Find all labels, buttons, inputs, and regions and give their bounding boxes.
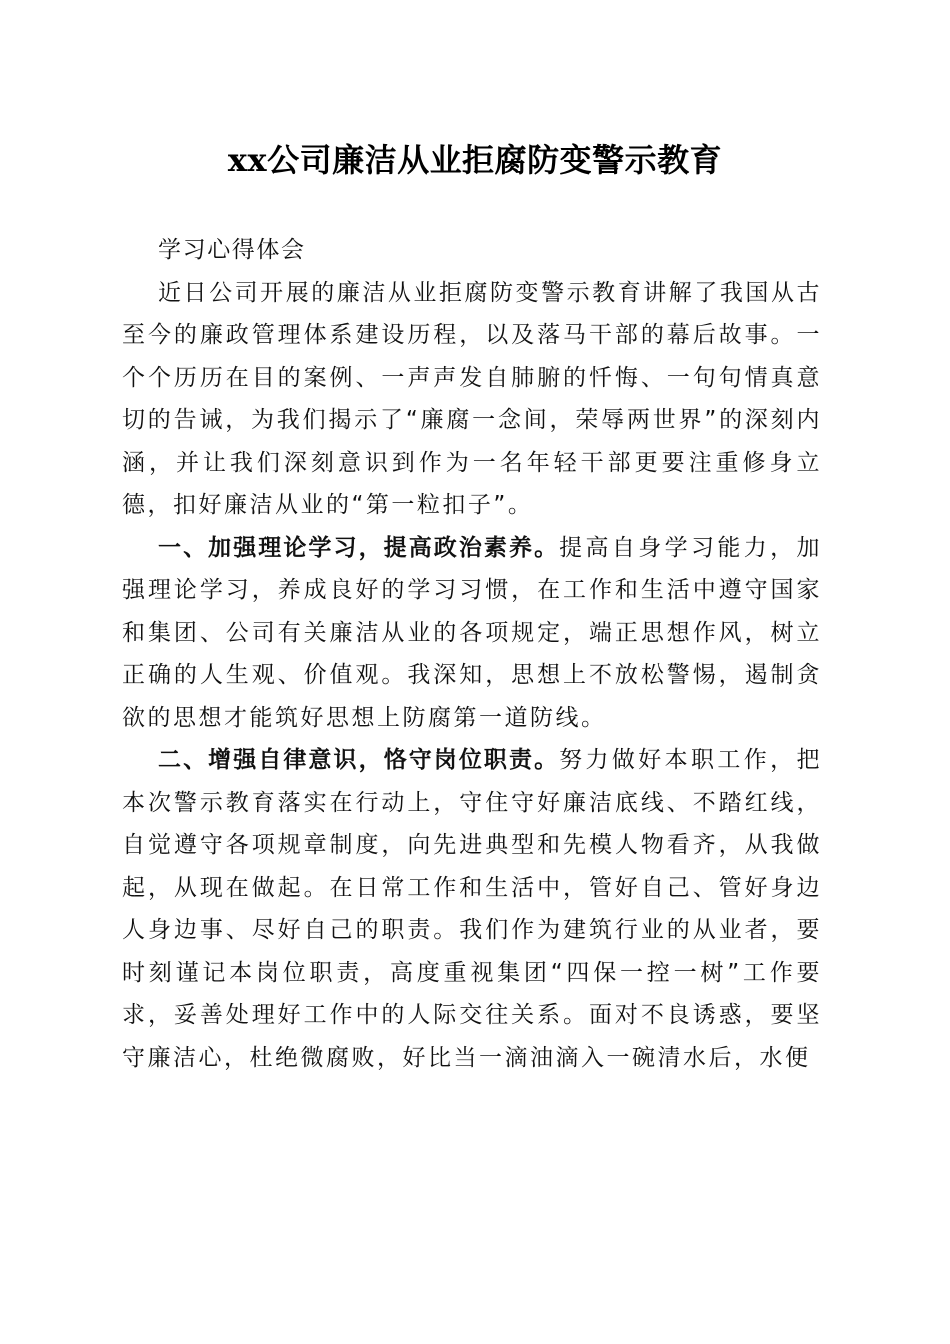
section-paragraph-1 xyxy=(122,527,822,740)
section-heading-1: 一、加强理论学习，提高政治素养。 xyxy=(158,534,560,561)
intro-paragraph: 近日公司开展的廉洁从业拒腐防变警示教育讲解了我国从古至今的廉政管理体系建设历程，以及落马干部的幕后故事。一个个历历在目的案例、一声声发自肺腑的忏悔、一句句情真意切的告诫，为我们揭示了“廉腐一念间，荣辱两世界”的深刻内涵，并让我们深刻意识到作为一名年轻干部更要注重修身立德，扣好廉洁从业的“第一粒扣子”。 xyxy=(122,279,822,518)
section-body-2: 努力做好本职工作，把本次警示教育落实在行动上，守住守好廉洁底线、不踏红线，自觉遵守各项规章制度，向先进典型和先模人物看齐，从我做起，从现在做起。在日常工作和生活中，管好自己、管好身边人身边事、尽好自己的职责。我们作为建筑行业的从业者，要时刻谨记本岗位职责，高度重视集团“四保一控一树”工作要求，妥善处理好工作中的人际交往关系。面对不良诱惑，要坚守廉洁心，杜绝微腐败，好比当一滴油滴入一碗清水后，水便 xyxy=(122,747,823,1071)
document-title: xx公司廉洁从业拒腐防变警示教育 xyxy=(227,141,723,179)
document-subtitle: 学习心得体会 xyxy=(158,237,306,263)
section-paragraph-2 xyxy=(122,739,822,1079)
section-heading-2: 二、增强自律意识，恪守岗位职责。 xyxy=(158,747,560,773)
document-body xyxy=(122,229,822,1079)
section-body-1: 提高自身学习能力，加强理论学习，养成良好的学习习惯，在工作和生活中遵守国家和集团、公司有关廉洁从业的各项规定，端正思想作风，树立正确的人生观、价值观。我深知，思想上不放松警惕，遏制贪欲的思想才能筑好思想上防腐第一道防线。 xyxy=(122,534,823,731)
